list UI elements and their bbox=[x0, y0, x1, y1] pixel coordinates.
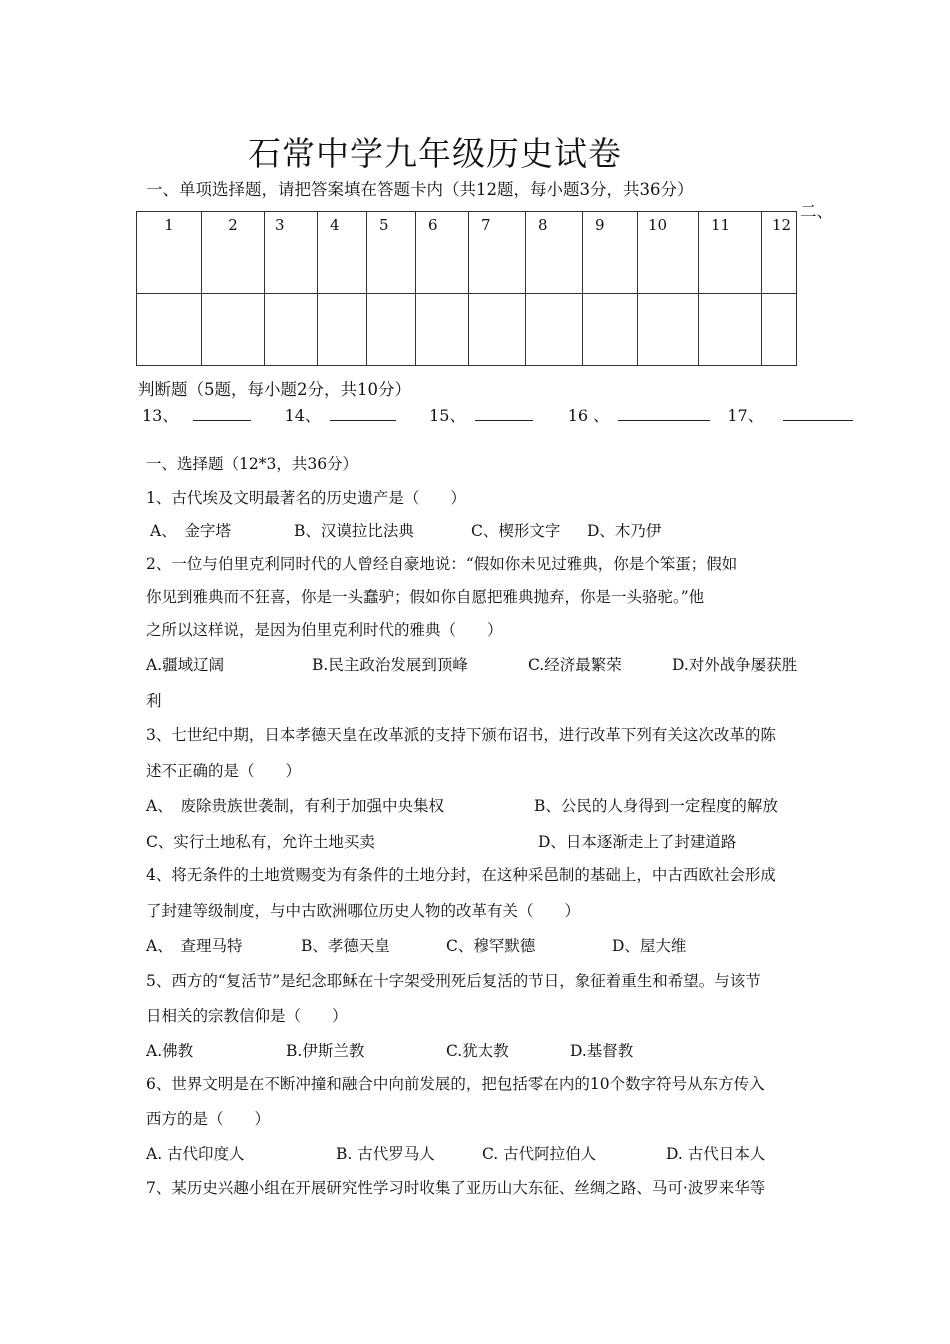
question-6-option-a: A. 古代印度人 bbox=[146, 1145, 245, 1163]
question-1-stem: 1、古代埃及文明最著名的历史遗产是（ ） bbox=[146, 489, 466, 507]
question-2-option-b: B.民主政治发展到顶峰 bbox=[312, 656, 468, 674]
question-1-option-b: B、汉谟拉比法典 bbox=[294, 522, 414, 540]
question-4-option-a: A、 查理马特 bbox=[146, 937, 243, 955]
answer-number-cell: 7 bbox=[469, 212, 526, 294]
question-7-line-1: 7、某历史兴趣小组在开展研究性学习时收集了亚历山大东征、丝绸之路、马可·波罗来华等 bbox=[146, 1179, 766, 1197]
question-4-line-2: 了封建等级制度，与中古欧洲哪位历史人物的改革有关（ ） bbox=[146, 902, 581, 920]
section2-prefix: 二、 bbox=[800, 202, 833, 221]
answer-card-table bbox=[136, 211, 797, 366]
question-1-option-d: D、木乃伊 bbox=[587, 522, 662, 540]
section2-header: 判断题（5题，每小题2分，共10分） bbox=[138, 380, 411, 399]
answer-number-cell: 5 bbox=[367, 212, 416, 294]
answer-blank-cell[interactable] bbox=[137, 294, 202, 366]
question-6-option-d: D. 古代日本人 bbox=[666, 1145, 766, 1163]
judgement-item-label: 17、 bbox=[727, 406, 764, 425]
choice-header: 一、选择题（12*3，共36分） bbox=[146, 455, 359, 473]
question-3-line-1: 3、七世纪中期，日本孝德天皇在改革派的支持下颁布诏书，进行改革下列有关这次改革的陈 bbox=[146, 726, 776, 744]
question-5-option-a: A.佛教 bbox=[146, 1042, 194, 1060]
question-4-option-c: C、穆罕默德 bbox=[446, 937, 536, 955]
question-4-line-1: 4、将无条件的土地赏赐变为有条件的土地分封，在这种采邑制的基础上，中古西欧社会形成 bbox=[146, 866, 776, 884]
question-5-line-1: 5、西方的“复活节”是纪念耶稣在十字架受刑死后复活的节日，象征着重生和希望。与该节 bbox=[146, 972, 761, 990]
question-4-option-b: B、孝德天皇 bbox=[301, 937, 390, 955]
answer-blank-cell[interactable] bbox=[202, 294, 265, 366]
judgement-item-label: 14、 bbox=[284, 406, 321, 425]
answer-number-cell: 11 bbox=[699, 212, 762, 294]
answer-blank-cell[interactable] bbox=[762, 294, 797, 366]
answer-number-cell: 4 bbox=[318, 212, 367, 294]
answer-number-cell: 8 bbox=[526, 212, 583, 294]
section1-header: 一、单项选择题，请把答案填在答题卡内（共12题，每小题3分，共36分） bbox=[146, 180, 694, 199]
answer-number-cell: 12 bbox=[762, 212, 797, 294]
page-title: 石常中学九年级历史试卷 bbox=[248, 134, 622, 173]
question-4-option-d: D、屋大维 bbox=[612, 937, 687, 955]
answer-blank-cell[interactable] bbox=[416, 294, 469, 366]
answer-number-cell: 1 bbox=[137, 212, 202, 294]
question-3-option-d: D、日本逐渐走上了封建道路 bbox=[538, 833, 737, 851]
answer-number-cell: 6 bbox=[416, 212, 469, 294]
answer-blank-cell[interactable] bbox=[583, 294, 638, 366]
question-6-option-c: C. 古代阿拉伯人 bbox=[482, 1145, 597, 1163]
question-3-option-a: A、 废除贵族世袭制，有利于加强中央集权 bbox=[146, 797, 444, 815]
judgement-blank[interactable] bbox=[475, 405, 533, 421]
judgement-blank[interactable] bbox=[783, 405, 853, 421]
judgement-item-label: 13、 bbox=[142, 406, 179, 425]
question-3-line-2: 述不正确的是（ ） bbox=[146, 762, 302, 780]
answer-blank-cell[interactable] bbox=[638, 294, 699, 366]
question-5-option-c: C.犹太教 bbox=[446, 1042, 509, 1060]
question-3-option-c: C、实行土地私有，允许土地买卖 bbox=[146, 833, 375, 851]
judgement-blank[interactable] bbox=[618, 405, 710, 421]
answer-blank-cell[interactable] bbox=[318, 294, 367, 366]
judgement-item-label: 16 、 bbox=[567, 406, 610, 425]
question-2-line-3: 之所以这样说，是因为伯里克利时代的雅典（ ） bbox=[146, 621, 503, 639]
judgement-blank[interactable] bbox=[330, 405, 396, 421]
question-5-line-2: 日相关的宗教信仰是（ ） bbox=[146, 1007, 348, 1025]
question-5-option-d: D.基督教 bbox=[570, 1042, 634, 1060]
question-3-option-b: B、公民的人身得到一定程度的解放 bbox=[534, 797, 778, 815]
question-1-option-a: A、 金字塔 bbox=[150, 522, 231, 540]
judgement-blanks bbox=[142, 403, 853, 426]
judgement-blank[interactable] bbox=[193, 405, 251, 421]
answer-blank-cell[interactable] bbox=[265, 294, 318, 366]
answer-blank-cell[interactable] bbox=[699, 294, 762, 366]
question-2-option-d: D.对外战争屡获胜 bbox=[672, 656, 798, 674]
question-2-line-1: 2、一位与伯里克利同时代的人曾经自豪地说：“假如你未见过雅典，你是个笨蛋；假如 bbox=[146, 555, 738, 573]
question-2-option-c: C.经济最繁荣 bbox=[528, 656, 622, 674]
answer-blank-cell[interactable] bbox=[469, 294, 526, 366]
question-2-line-2: 你见到雅典而不狂喜，你是一头蠢驴；假如你自愿把雅典抛弃，你是一头骆驼。”他 bbox=[146, 588, 705, 606]
answer-number-cell: 2 bbox=[202, 212, 265, 294]
answer-number-cell: 3 bbox=[265, 212, 318, 294]
question-6-line-1: 6、世界文明是在不断冲撞和融合中向前发展的，把包括零在内的10个数字符号从东方传入 bbox=[146, 1075, 765, 1093]
judgement-item-label: 15、 bbox=[429, 406, 466, 425]
question-5-option-b: B.伊斯兰教 bbox=[286, 1042, 365, 1060]
question-1-option-c: C、楔形文字 bbox=[471, 522, 561, 540]
question-6-option-b: B. 古代罗马人 bbox=[336, 1145, 435, 1163]
answer-blank-cell[interactable] bbox=[367, 294, 416, 366]
answer-number-cell: 9 bbox=[583, 212, 638, 294]
answer-number-cell: 10 bbox=[638, 212, 699, 294]
question-6-line-2: 西方的是（ ） bbox=[146, 1110, 271, 1128]
answer-blank-cell[interactable] bbox=[526, 294, 583, 366]
question-2-option-a: A.疆域辽阔 bbox=[146, 656, 225, 674]
question-2-option-d-cont: 利 bbox=[146, 692, 162, 710]
